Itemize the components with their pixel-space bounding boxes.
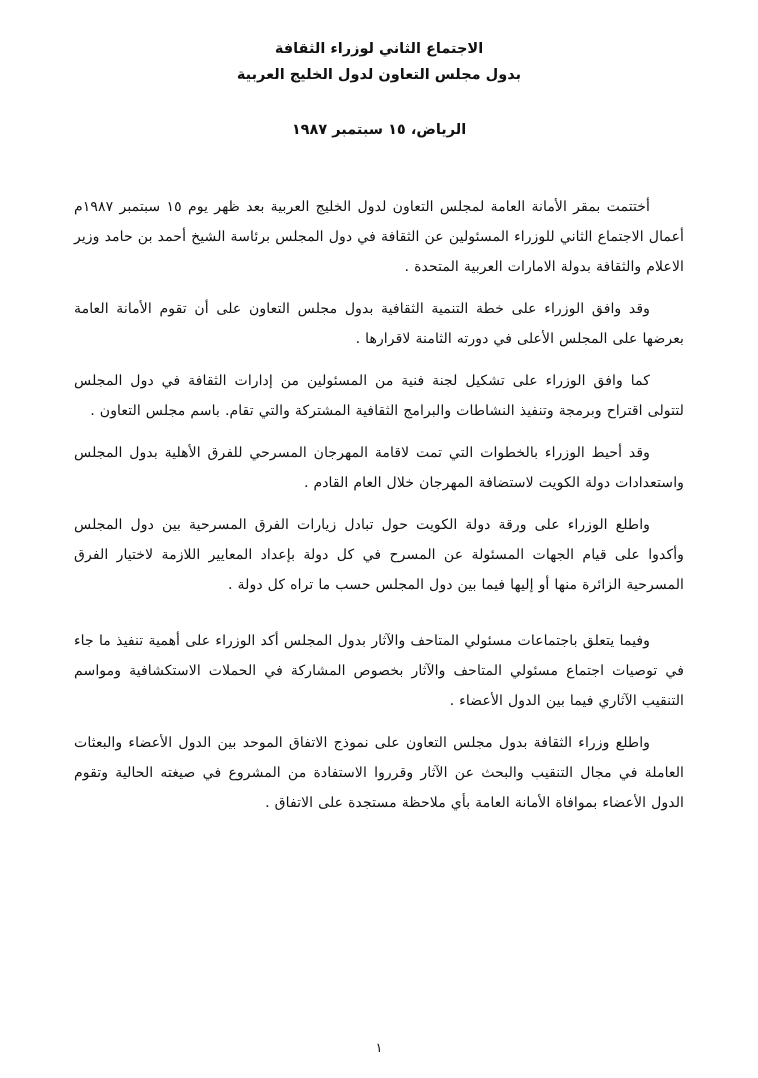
page-title-line-1: الاجتماع الثاني لوزراء الثقافة [274, 41, 484, 57]
page-number: ١ [375, 1041, 383, 1056]
paragraph: وقد وافق الوزراء على خطة التنمية الثقافية بدول مجلس التعاون على أن تقوم الأمانة العامة بعرضها على المجلس الأعلى في دورته الثامنة لاقرارها . [74, 301, 684, 347]
page-title-line-2: بدول مجلس التعاون لدول الخليج العربية [236, 67, 522, 83]
document-header [74, 36, 684, 88]
paragraph: واطلع وزراء الثقافة بدول مجلس التعاون على نموذج الاتفاق الموحد بين الدول الأعضاء والبعثات العاملة في مجال التنقيب والبحث عن الآثار وقرروا الاستفادة من المشروع في صيغته الحالية وتقوم الدول الأعضاء بموافاة الأمانة العامة بأي ملاحظة مستجدة على الاتفاق . [74, 735, 684, 811]
paragraph: وفيما يتعلق باجتماعات مسئولي المتاحف والآثار بدول المجلس أكد الوزراء على أهمية تنفيذ ما جاء في توصيات اجتماع مسئولي المتاحف والآثار بخصوص المشاركة في الحملات الاستكشافية ومواسم التنقيب الآثاري فيما بين الدول الأعضاء . [74, 633, 684, 709]
paragraph: أختتمت بمقر الأمانة العامة لمجلس التعاون لدول الخليج العربية بعد ظهر يوم ١٥ سبتمبر ١٩٨٧م أعمال الاجتماع الثاني للوزراء المسئولين عن الثقافة في دول المجلس برئاسة الشيخ أحمد بن حامد وزير الاعلام والثقافة بدولة الامارات العربية المتحدة . [74, 199, 684, 275]
paragraph: واطلع الوزراء على ورقة دولة الكويت حول تبادل زيارات الفرق المسرحية بين دول المجلس وأكدوا على قيام الجهات المسئولة عن المسرح في كل دولة بإعداد المعايير اللازمة لاختيار الفرق المسرحية الزائرة منها أو إليها فيما بين دول المجلس حسب ما تراه كل دولة . [74, 517, 684, 593]
paragraph: كما وافق الوزراء على تشكيل لجنة فنية من المسئولين من إدارات الثقافة في دول المجلس لتتولى اقتراح وبرمجة وتنفيذ النشاطات والبرامج الثقافية المشتركة والتي تقام. باسم مجلس التعاون . [74, 373, 684, 419]
document-body [74, 192, 684, 818]
dateline: الرياض، ١٥ سبتمبر ١٩٨٧ [291, 122, 467, 138]
paragraph: وقد أحيط الوزراء بالخطوات التي تمت لاقامة المهرجان المسرحي للفرق الأهلية بدول المجلس واستعدادات دولة الكويت لاستضافة المهرجان خلال العام القادم . [74, 445, 684, 491]
